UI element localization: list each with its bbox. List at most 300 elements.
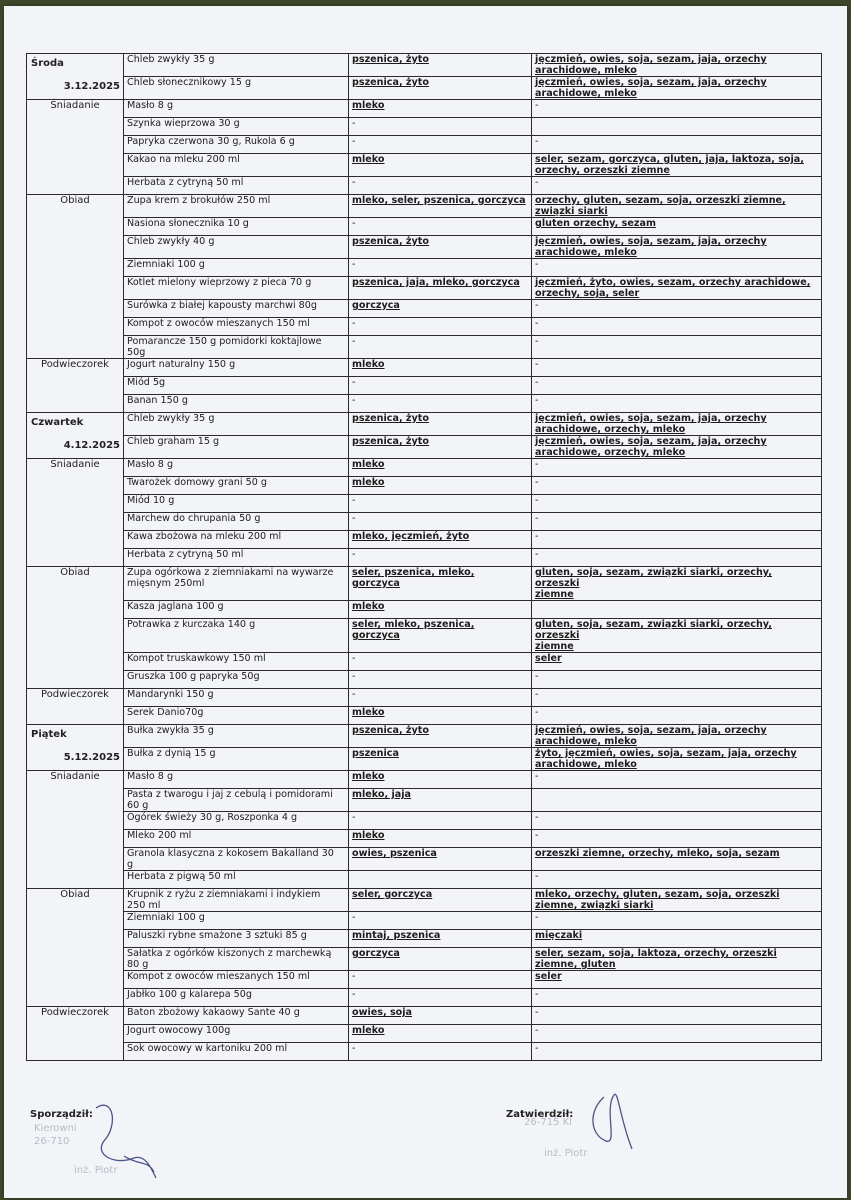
dish-cell xyxy=(124,459,349,477)
may-contain-cell xyxy=(532,748,822,771)
may-contain-cell xyxy=(532,195,822,218)
dish-text: Kawa zbożowa na mleku 200 ml xyxy=(127,531,282,542)
dish-text: Chleb zwykły 35 g xyxy=(127,413,215,424)
menu-row xyxy=(27,236,822,259)
dish-text: Herbata z cytryną 50 ml xyxy=(127,549,244,560)
may-contain-text: - xyxy=(535,259,539,270)
allergens-cell xyxy=(349,889,532,912)
dish-text: mięsnym 250ml xyxy=(127,578,205,589)
allergens-cell xyxy=(349,154,532,177)
allergens-text: - xyxy=(352,812,356,823)
dish-text: Ziemniaki 100 g xyxy=(127,259,205,270)
dish-cell xyxy=(124,989,349,1007)
menu-row xyxy=(27,601,822,619)
dish-cell xyxy=(124,653,349,671)
menu-row xyxy=(27,1007,822,1025)
may-contain-text: arachidowe, mleko xyxy=(535,736,637,747)
may-contain-text: mięczaki xyxy=(535,930,583,941)
may-contain-cell xyxy=(532,531,822,549)
dish-cell xyxy=(124,100,349,118)
may-contain-cell xyxy=(532,154,822,177)
menu-row xyxy=(27,1025,822,1043)
menu-row xyxy=(27,118,822,136)
dish-cell xyxy=(124,789,349,812)
may-contain-text: - xyxy=(535,689,539,700)
dish-cell xyxy=(124,359,349,377)
may-contain-cell xyxy=(532,100,822,118)
dish-text: 80 g xyxy=(127,959,149,970)
may-contain-cell xyxy=(532,495,822,513)
menu-row xyxy=(27,725,822,748)
menu-row xyxy=(27,154,822,177)
allergens-cell xyxy=(349,395,532,413)
meal-name: Obiad xyxy=(60,567,90,578)
may-contain-text: orzeszki ziemne, orzechy, mleko, soja, sezam xyxy=(535,848,780,859)
allergens-text: mleko xyxy=(352,830,385,841)
allergens-cell xyxy=(349,989,532,1007)
may-contain-text: jęczmień, owies, soja, sezam, jaja, orzechy xyxy=(535,54,767,65)
may-contain-text: - xyxy=(535,459,539,470)
dish-text: Chleb słonecznikowy 15 g xyxy=(127,77,252,88)
allergens-cell xyxy=(349,318,532,336)
dish-cell xyxy=(124,748,349,771)
dish-text: Kasza jaglana 100 g xyxy=(127,601,224,612)
meal-name-cell xyxy=(27,689,124,725)
may-contain-cell xyxy=(532,989,822,1007)
dish-cell xyxy=(124,971,349,989)
allergens-text: - xyxy=(352,495,356,506)
may-contain-text: - xyxy=(535,771,539,782)
menu-row xyxy=(27,748,822,771)
may-contain-cell xyxy=(532,871,822,889)
meal-name: Podwieczorek xyxy=(41,1007,109,1018)
menu-row xyxy=(27,259,822,277)
dish-cell xyxy=(124,1043,349,1061)
dish-text: 60 g xyxy=(127,800,149,811)
allergens-cell xyxy=(349,477,532,495)
menu-row xyxy=(27,948,822,971)
dish-text: Herbata z pigwą 50 ml xyxy=(127,871,236,882)
may-contain-text: orzechy, orzeszki ziemne xyxy=(535,165,670,176)
dish-cell xyxy=(124,771,349,789)
dish-text: Zupa krem z brokułów 250 ml xyxy=(127,195,271,206)
dish-text: Chleb graham 15 g xyxy=(127,436,220,447)
menu-row xyxy=(27,812,822,830)
allergens-cell xyxy=(349,377,532,395)
dish-text: Papryka czerwona 30 g, Rukola 6 g xyxy=(127,136,295,147)
allergens-text: - xyxy=(352,989,356,1000)
may-contain-text: ziemne xyxy=(535,641,574,652)
may-contain-text: - xyxy=(535,359,539,370)
may-contain-text: ziemne, związki siarki xyxy=(535,900,654,911)
dish-cell xyxy=(124,413,349,436)
allergens-text: mleko, jęczmień, żyto xyxy=(352,531,470,542)
dish-cell xyxy=(124,1007,349,1025)
dish-text: Masło 8 g xyxy=(127,771,174,782)
dish-text: Pomarancze 150 g pomidorki koktajlowe xyxy=(127,336,322,347)
dish-cell xyxy=(124,336,349,359)
meal-name: Śniadanie xyxy=(50,100,100,111)
signature-left xyxy=(84,1096,174,1186)
dish-text: Marchew do chrupania 50 g xyxy=(127,513,261,524)
may-contain-text: - xyxy=(535,395,539,406)
dish-text: Kompot z owoców mieszanych 150 ml xyxy=(127,318,310,329)
dish-cell xyxy=(124,495,349,513)
may-contain-cell xyxy=(532,948,822,971)
menu-row xyxy=(27,889,822,912)
menu-row xyxy=(27,477,822,495)
allergens-cell xyxy=(349,567,532,601)
allergens-cell xyxy=(349,707,532,725)
may-contain-cell xyxy=(532,848,822,871)
dish-cell xyxy=(124,601,349,619)
may-contain-cell xyxy=(532,436,822,459)
allergens-text: pszenica, żyto xyxy=(352,54,429,65)
may-contain-text: - xyxy=(535,989,539,1000)
menu-row xyxy=(27,195,822,218)
may-contain-cell xyxy=(532,136,822,154)
allergens-text: - xyxy=(352,513,356,524)
menu-row xyxy=(27,567,822,601)
dish-text: Masło 8 g xyxy=(127,100,174,111)
menu-row xyxy=(27,495,822,513)
allergens-cell xyxy=(349,54,532,77)
allergens-cell xyxy=(349,218,532,236)
dish-cell xyxy=(124,513,349,531)
dish-cell xyxy=(124,671,349,689)
may-contain-text: - xyxy=(535,707,539,718)
may-contain-cell xyxy=(532,1043,822,1061)
may-contain-text: arachidowe, mleko xyxy=(535,65,637,76)
dish-cell xyxy=(124,377,349,395)
allergens-text: - xyxy=(352,377,356,388)
meal-name-cell xyxy=(27,359,124,413)
menu-row xyxy=(27,100,822,118)
may-contain-text: arachidowe, mleko xyxy=(535,247,637,258)
may-contain-text: seler xyxy=(535,653,562,664)
may-contain-text: seler, sezam, soja, laktoza, orzechy, orzeszki xyxy=(535,948,777,959)
allergens-cell xyxy=(349,531,532,549)
dish-cell xyxy=(124,567,349,601)
menu-row xyxy=(27,830,822,848)
allergens-text: mleko xyxy=(352,477,385,488)
may-contain-cell xyxy=(532,653,822,671)
signature-right xyxy=(584,1089,644,1159)
menu-row xyxy=(27,359,822,377)
may-contain-text: - xyxy=(535,671,539,682)
allergens-text: pszenica xyxy=(352,748,399,759)
dish-cell xyxy=(124,436,349,459)
menu-row xyxy=(27,513,822,531)
allergens-text: - xyxy=(352,653,356,664)
meal-name: Śniadanie xyxy=(50,771,100,782)
allergens-cell xyxy=(349,930,532,948)
menu-row xyxy=(27,459,822,477)
may-contain-text: - xyxy=(535,318,539,329)
menu-row xyxy=(27,789,822,812)
may-contain-cell xyxy=(532,601,822,619)
may-contain-cell xyxy=(532,413,822,436)
menu-row xyxy=(27,707,822,725)
dish-text: Chleb zwykły 40 g xyxy=(127,236,215,247)
dish-text: Mleko 200 ml xyxy=(127,830,192,841)
may-contain-cell xyxy=(532,771,822,789)
allergens-text: owies, soja xyxy=(352,1007,413,1018)
menu-row xyxy=(27,54,822,77)
allergens-text: mleko xyxy=(352,707,385,718)
may-contain-text: - xyxy=(535,531,539,542)
menu-row xyxy=(27,300,822,318)
dish-text: Gruszka 100 g papryka 50g xyxy=(127,671,260,682)
dish-text: Miód 5g xyxy=(127,377,166,388)
may-contain-cell xyxy=(532,118,822,136)
may-contain-cell xyxy=(532,789,822,812)
dish-cell xyxy=(124,477,349,495)
may-contain-text: jęczmień, żyto, owies, sezam, orzechy arachidowe, xyxy=(535,277,811,288)
may-contain-cell xyxy=(532,177,822,195)
menu-row xyxy=(27,771,822,789)
allergens-text: mleko xyxy=(352,601,385,612)
may-contain-cell xyxy=(532,567,822,601)
may-contain-cell xyxy=(532,477,822,495)
allergens-cell xyxy=(349,619,532,653)
allergens-cell xyxy=(349,789,532,812)
allergens-cell xyxy=(349,359,532,377)
allergens-cell xyxy=(349,653,532,671)
menu-row xyxy=(27,653,822,671)
dish-text: Ziemniaki 100 g xyxy=(127,912,205,923)
day-header-cell xyxy=(27,725,124,771)
may-contain-text: mleko, orzechy, gluten, sezam, soja, orzeszki xyxy=(535,889,780,900)
allergens-text: - xyxy=(352,318,356,329)
dish-text: Kakao na mleku 200 ml xyxy=(127,154,240,165)
dish-cell xyxy=(124,812,349,830)
allergens-text: - xyxy=(352,259,356,270)
may-contain-text: jęczmień, owies, soja, sezam, jaja, orzechy xyxy=(535,236,767,247)
menu-row xyxy=(27,930,822,948)
may-contain-text: jęczmień, owies, soja, sezam, jaja, orzechy xyxy=(535,413,767,424)
may-contain-text: - xyxy=(535,549,539,560)
dish-text: Jogurt owocowy 100g xyxy=(127,1025,231,1036)
dish-text: Paluszki rybne smażone 3 sztuki 85 g xyxy=(127,930,307,941)
may-contain-text: arachidowe, mleko xyxy=(535,88,637,99)
may-contain-text: arachidowe, orzechy, mleko xyxy=(535,447,686,458)
allergens-cell xyxy=(349,549,532,567)
allergens-cell xyxy=(349,725,532,748)
dish-text: Jabłko 100 g kalarepa 50g xyxy=(127,989,252,1000)
dish-text: Sok owocowy w kartoniku 200 ml xyxy=(127,1043,288,1054)
allergens-text: pszenica, żyto xyxy=(352,413,429,424)
may-contain-cell xyxy=(532,318,822,336)
allergens-cell xyxy=(349,848,532,871)
menu-table xyxy=(26,53,822,1061)
dish-cell xyxy=(124,689,349,707)
dish-cell xyxy=(124,300,349,318)
menu-row xyxy=(27,136,822,154)
meal-name: Podwieczorek xyxy=(41,359,109,370)
dish-cell xyxy=(124,195,349,218)
allergens-text: - xyxy=(352,671,356,682)
allergens-cell xyxy=(349,195,532,218)
menu-row xyxy=(27,218,822,236)
allergens-cell xyxy=(349,436,532,459)
dish-text: Szynka wieprzowa 30 g xyxy=(127,118,240,129)
allergens-cell xyxy=(349,100,532,118)
allergens-cell xyxy=(349,771,532,789)
dish-text: Bułka z dynią 15 g xyxy=(127,748,216,759)
day-header-cell xyxy=(27,54,124,100)
allergens-cell xyxy=(349,812,532,830)
prepared-by-label: Sporządził: xyxy=(30,1109,93,1120)
may-contain-text: - xyxy=(535,1025,539,1036)
menu-row xyxy=(27,336,822,359)
may-contain-cell xyxy=(532,912,822,930)
may-contain-cell xyxy=(532,671,822,689)
allergens-cell xyxy=(349,177,532,195)
dish-text: Chleb zwykły 35 g xyxy=(127,54,215,65)
allergens-cell xyxy=(349,495,532,513)
dish-text: Kompot z owoców mieszanych 150 ml xyxy=(127,971,310,982)
may-contain-cell xyxy=(532,336,822,359)
menu-row xyxy=(27,177,822,195)
dish-text: g xyxy=(127,859,134,870)
allergens-cell xyxy=(349,236,532,259)
allergens-text: - xyxy=(352,1043,356,1054)
dish-cell xyxy=(124,277,349,300)
menu-row xyxy=(27,277,822,300)
may-contain-text: - xyxy=(535,830,539,841)
may-contain-text: - xyxy=(535,912,539,923)
menu-row xyxy=(27,413,822,436)
dish-text: Surówka z białej kapousty marchwi 80g xyxy=(127,300,317,311)
may-contain-cell xyxy=(532,359,822,377)
menu-row xyxy=(27,1043,822,1061)
allergens-cell xyxy=(349,513,532,531)
may-contain-text: gluten, soja, sezam, związki siarki, orzechy, orzeszki xyxy=(535,619,772,641)
may-contain-text: orzechy, soja, seler xyxy=(535,288,640,299)
may-contain-cell xyxy=(532,459,822,477)
allergens-text: - xyxy=(352,912,356,923)
may-contain-cell xyxy=(532,689,822,707)
may-contain-text: gluten, soja, sezam, związki siarki, orzechy, orzeszki xyxy=(535,567,772,589)
allergens-text: - xyxy=(352,971,356,982)
may-contain-cell xyxy=(532,830,822,848)
menu-row xyxy=(27,377,822,395)
allergens-cell xyxy=(349,259,532,277)
dish-cell xyxy=(124,871,349,889)
meal-name: Śniadanie xyxy=(50,459,100,470)
dish-cell xyxy=(124,619,349,653)
day-date: 4.12.2025 xyxy=(63,440,120,451)
day-name: Czwartek xyxy=(31,417,84,428)
dish-cell xyxy=(124,177,349,195)
allergens-text: seler, mleko, pszenica, xyxy=(352,619,475,630)
dish-text: Kompot truskawkowy 150 ml xyxy=(127,653,266,664)
allergens-cell xyxy=(349,671,532,689)
may-contain-text: - xyxy=(535,495,539,506)
day-date: 3.12.2025 xyxy=(63,81,120,92)
allergens-cell xyxy=(349,912,532,930)
allergens-text: seler, pszenica, mleko, xyxy=(352,567,475,578)
may-contain-text: seler xyxy=(535,971,562,982)
allergens-text: mleko xyxy=(352,771,385,782)
allergens-cell xyxy=(349,1043,532,1061)
may-contain-text: - xyxy=(535,136,539,147)
menu-sheet xyxy=(4,6,847,1198)
menu-row xyxy=(27,549,822,567)
allergens-text: gorczyca xyxy=(352,300,400,311)
dish-cell xyxy=(124,218,349,236)
may-contain-text: ziemne xyxy=(535,589,574,600)
allergens-cell xyxy=(349,689,532,707)
dish-cell xyxy=(124,531,349,549)
dish-cell xyxy=(124,549,349,567)
allergens-text: mleko, seler, pszenica, gorczyca xyxy=(352,195,526,206)
dish-cell xyxy=(124,725,349,748)
allergens-text: - xyxy=(352,336,356,347)
meal-name-cell xyxy=(27,100,124,195)
meal-name-cell xyxy=(27,771,124,889)
dish-text: Ogórek świeży 30 g, Roszponka 4 g xyxy=(127,812,298,823)
allergens-text: gorczyca xyxy=(352,630,400,641)
allergens-text: pszenica, żyto xyxy=(352,436,429,447)
may-contain-text: arachidowe, mleko xyxy=(535,759,637,770)
dish-text: Serek Danio70g xyxy=(127,707,204,718)
may-contain-text: - xyxy=(535,177,539,188)
may-contain-text: jęczmień, owies, soja, sezam, jaja, orzechy xyxy=(535,725,767,736)
allergens-cell xyxy=(349,1007,532,1025)
dish-cell xyxy=(124,318,349,336)
allergens-text: pszenica, jaja, mleko, gorczyca xyxy=(352,277,520,288)
may-contain-cell xyxy=(532,707,822,725)
allergens-cell xyxy=(349,136,532,154)
meal-name-cell xyxy=(27,1007,124,1061)
allergens-text: mleko xyxy=(352,459,385,470)
day-name: Środa xyxy=(31,58,64,69)
may-contain-cell xyxy=(532,395,822,413)
dish-text: Jogurt naturalny 150 g xyxy=(127,359,236,370)
may-contain-cell xyxy=(532,1025,822,1043)
allergens-text: - xyxy=(352,177,356,188)
menu-row xyxy=(27,395,822,413)
allergens-cell xyxy=(349,336,532,359)
may-contain-text: - xyxy=(535,477,539,488)
may-contain-text: związki siarki xyxy=(535,206,608,217)
dish-text: Banan 150 g xyxy=(127,395,189,406)
may-contain-cell xyxy=(532,930,822,948)
may-contain-cell xyxy=(532,300,822,318)
allergens-cell xyxy=(349,748,532,771)
allergens-cell xyxy=(349,413,532,436)
allergens-cell xyxy=(349,459,532,477)
allergens-cell xyxy=(349,871,532,889)
allergens-text: - xyxy=(352,395,356,406)
may-contain-cell xyxy=(532,725,822,748)
may-contain-cell xyxy=(532,619,822,653)
dish-text: 50g xyxy=(127,347,146,358)
may-contain-cell xyxy=(532,1007,822,1025)
dish-text: Kotlet mielony wieprzowy z pieca 70 g xyxy=(127,277,312,288)
allergens-cell xyxy=(349,1025,532,1043)
dish-cell xyxy=(124,54,349,77)
approved-by-label: Zatwierdził: xyxy=(506,1109,574,1120)
may-contain-cell xyxy=(532,259,822,277)
may-contain-text: jęczmień, owies, soja, sezam, jaja, orzechy xyxy=(535,77,767,88)
allergens-text: pszenica, żyto xyxy=(352,77,429,88)
allergens-cell xyxy=(349,601,532,619)
dish-text: 250 ml xyxy=(127,900,161,911)
allergens-cell xyxy=(349,300,532,318)
